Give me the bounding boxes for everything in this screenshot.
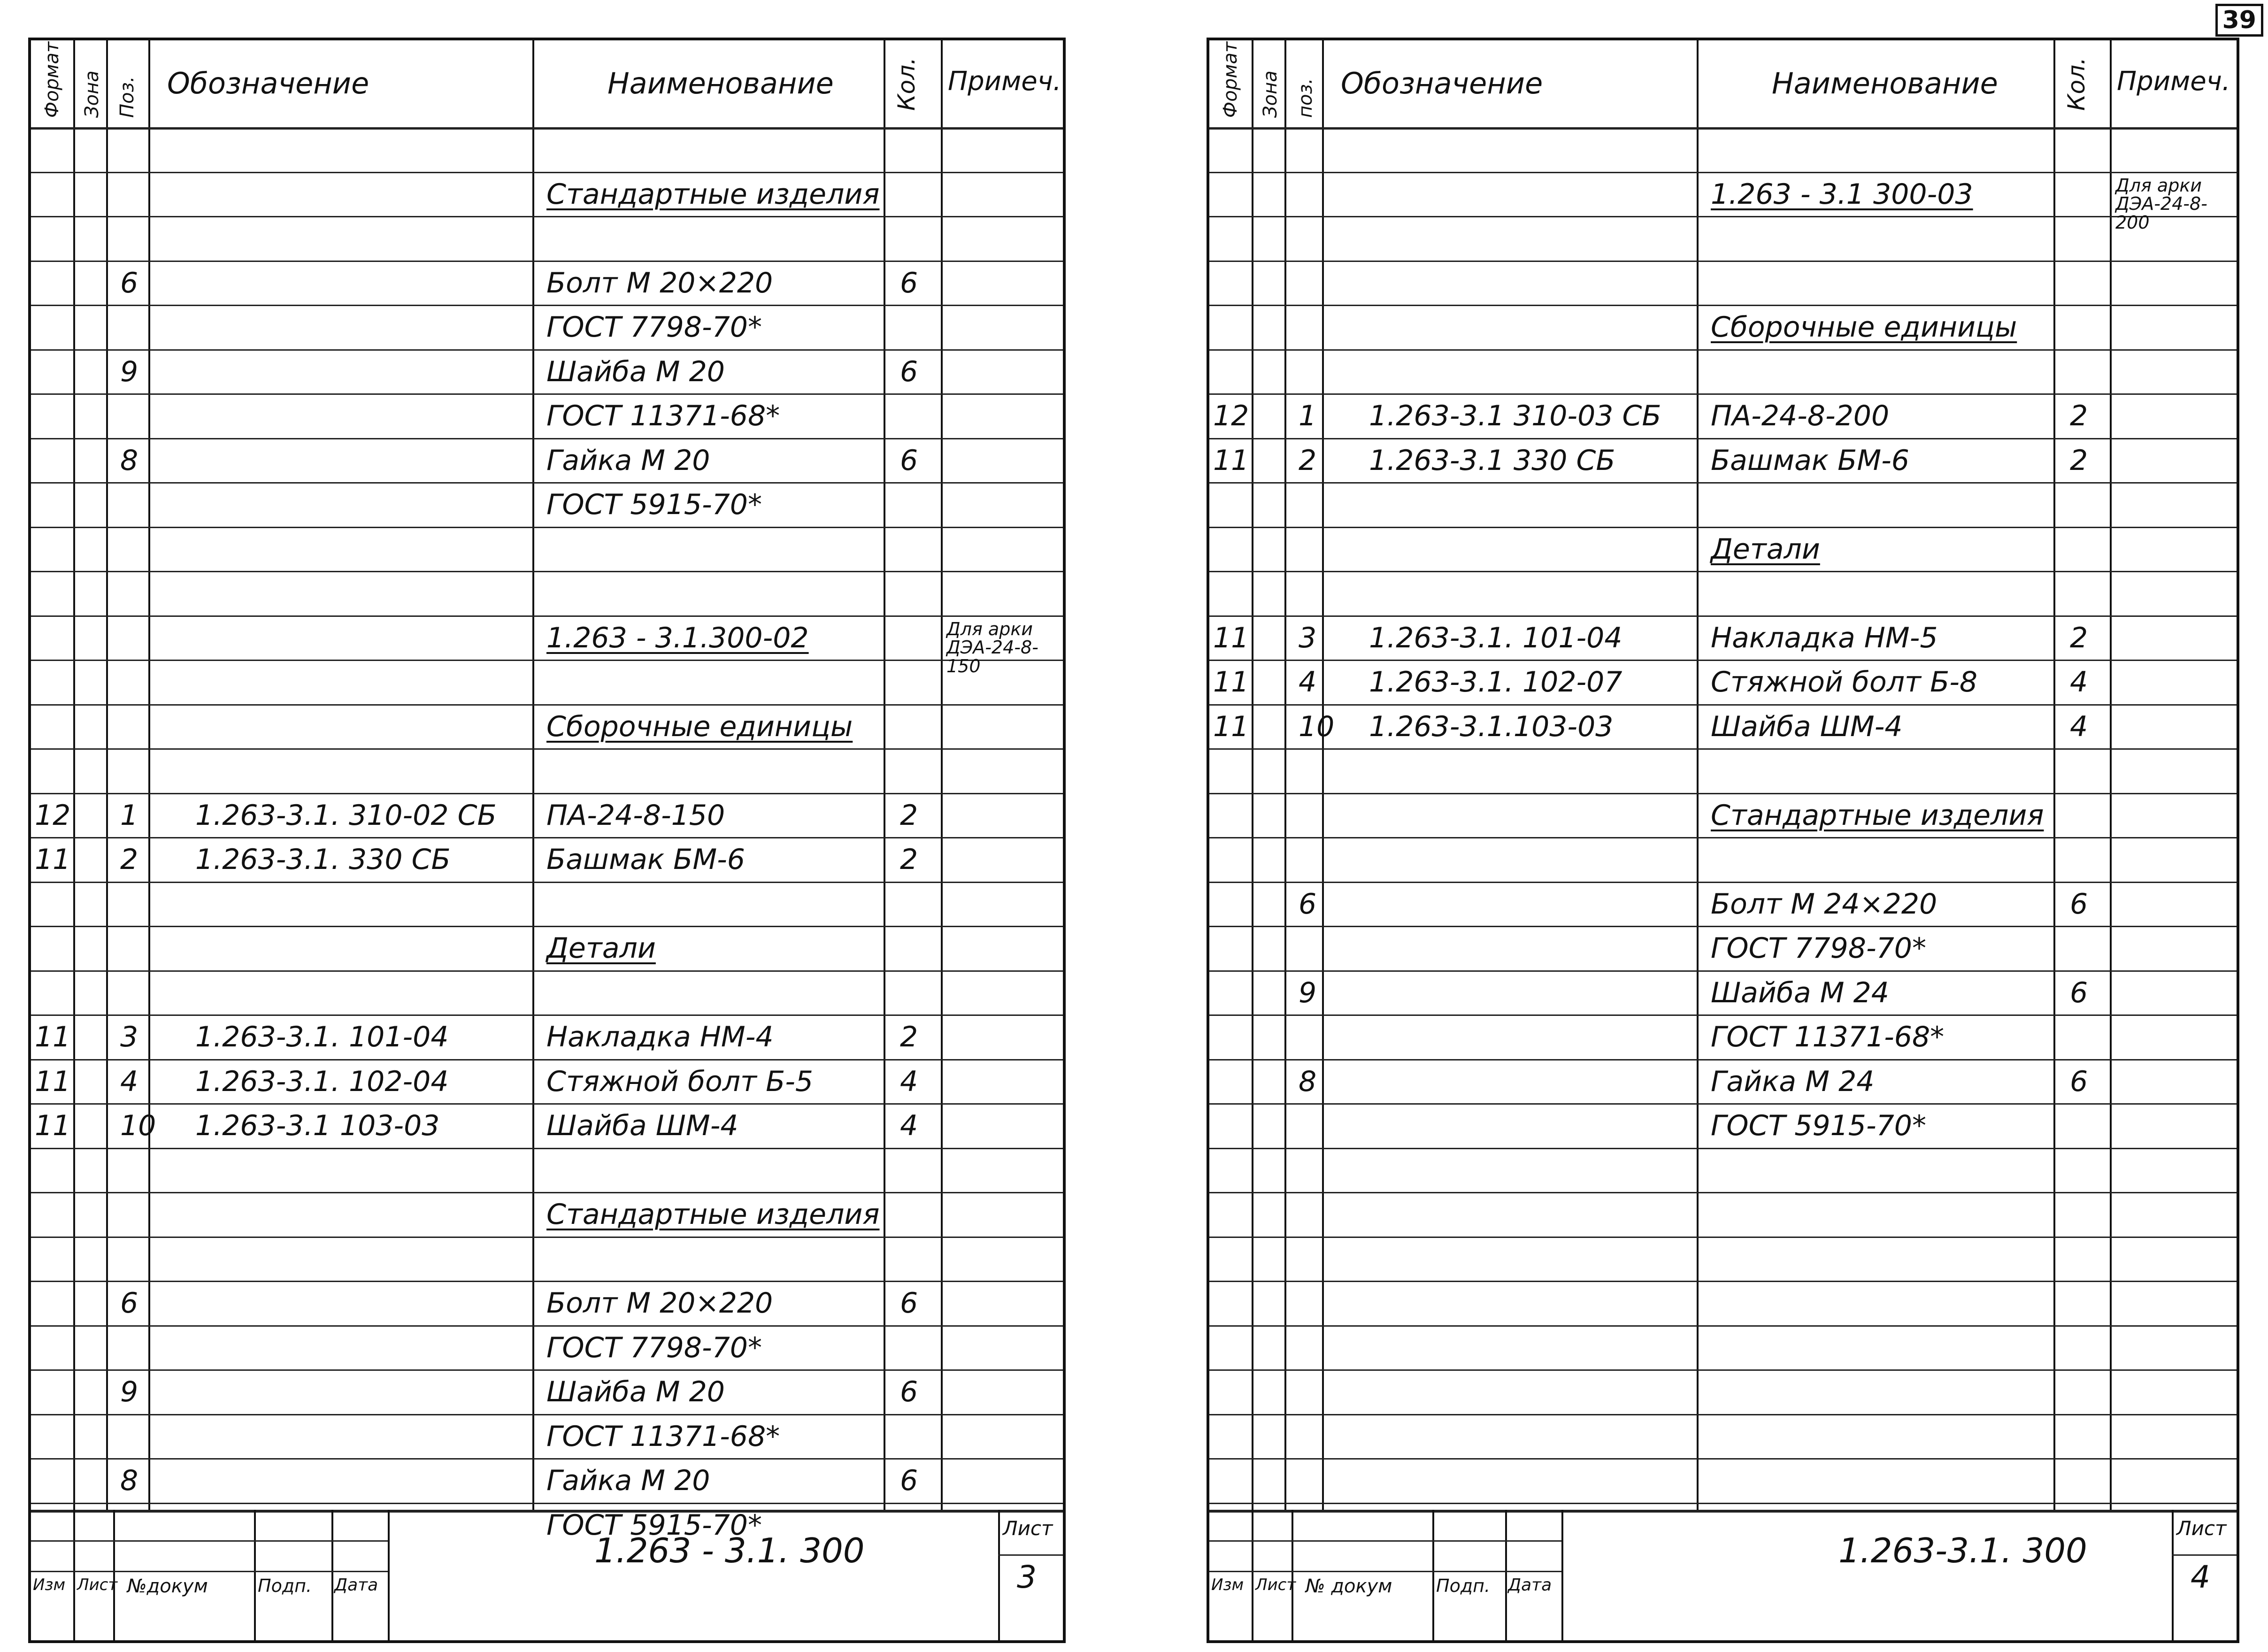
row-divider (31, 1014, 1063, 1016)
row-divider (1209, 1148, 2237, 1149)
row-designation: 1.263-3.1 330 СБ (1369, 444, 1615, 477)
row-quantity: 6 (900, 444, 918, 477)
row-name: Гайка М 20 (546, 1464, 710, 1497)
row-position: 6 (120, 1287, 138, 1320)
title-block-divider (2172, 1554, 2237, 1556)
sheet-label: Лист (1003, 1517, 1053, 1540)
row-divider (31, 393, 1063, 395)
row-divider (1209, 1192, 2237, 1193)
row-quantity: 6 (900, 1375, 918, 1408)
row-position: 9 (1299, 976, 1317, 1009)
row-divider (31, 837, 1063, 838)
header-note: Примеч. (2117, 66, 2230, 97)
row-quantity: 2 (900, 799, 918, 832)
row-divider (1209, 1414, 2237, 1415)
title-label-sign: Подп. (258, 1575, 312, 1596)
row-divider (1209, 882, 2237, 883)
section-heading: 1.263 - 3.1.300-02 (546, 621, 809, 654)
title-label-list: Лист (1255, 1575, 1296, 1594)
row-divider (1209, 216, 2237, 217)
row-quantity: 4 (2070, 710, 2088, 743)
row-divider (31, 527, 1063, 528)
row-designation: 1.263-3.1. 102-07 (1369, 666, 1622, 699)
row-designation: 1.263-3.1. 101-04 (195, 1021, 449, 1053)
document-code: 1.263-3.1. 300 (1838, 1531, 2087, 1570)
row-divider (1209, 1503, 2237, 1504)
row-divider (1209, 793, 2237, 794)
row-divider (1209, 1014, 2237, 1016)
row-position: 4 (120, 1065, 138, 1098)
row-name: ГОСТ 5915-70* (546, 488, 762, 521)
header-position: Поз. (116, 76, 138, 118)
row-quantity: 2 (2070, 444, 2088, 477)
row-designation: 1.263-3.1. 310-02 СБ (195, 799, 497, 832)
row-divider (1209, 305, 2237, 306)
title-block-divider (388, 1510, 390, 1640)
header-quantity: Кол. (893, 57, 920, 111)
title-block-divider (998, 1510, 1000, 1640)
row-divider (31, 748, 1063, 750)
title-block-divider (2172, 1510, 2174, 1640)
header-name: Наименование (607, 66, 834, 100)
row-position: 1 (1299, 400, 1317, 432)
row-position: 9 (120, 1375, 138, 1408)
row-quantity: 6 (2070, 1065, 2088, 1098)
row-name: ГОСТ 11371-68* (546, 400, 780, 432)
section-heading: Сборочные единицы (546, 710, 853, 743)
row-name: Башмак БМ-6 (546, 843, 745, 876)
header-note: Примеч. (948, 66, 1061, 97)
row-divider (1209, 837, 2237, 838)
row-format: 11 (35, 1065, 71, 1098)
row-divider (1209, 660, 2237, 661)
title-block-divider (1561, 1510, 1563, 1640)
row-divider (31, 970, 1063, 972)
row-divider (1209, 1059, 2237, 1060)
row-divider (1209, 349, 2237, 351)
row-name: Болт М 20×220 (546, 266, 773, 300)
row-divider (31, 1369, 1063, 1371)
title-block-divider (331, 1510, 333, 1640)
row-position: 8 (120, 1464, 138, 1497)
row-divider (31, 571, 1063, 572)
row-divider (31, 1059, 1063, 1060)
row-name: Накладка НМ-5 (1711, 621, 1938, 654)
row-divider (1209, 1458, 2237, 1460)
row-divider (31, 1414, 1063, 1415)
row-quantity: 6 (900, 355, 918, 388)
row-divider (1209, 261, 2237, 262)
row-divider (31, 1458, 1063, 1460)
row-name: ГОСТ 7798-70* (1711, 932, 1926, 965)
row-divider (31, 1325, 1063, 1327)
row-name: ГОСТ 7798-70* (546, 1331, 762, 1364)
row-divider (1209, 1237, 2237, 1238)
row-divider (1209, 615, 2237, 617)
section-heading: Детали (546, 932, 656, 965)
row-divider (31, 1148, 1063, 1149)
title-block-divider (998, 1554, 1063, 1556)
row-format: 11 (35, 843, 71, 876)
row-format: 11 (1213, 710, 1249, 743)
title-block-divider (254, 1510, 256, 1640)
row-format: 11 (35, 1109, 71, 1142)
row-divider (31, 1237, 1063, 1238)
row-divider (31, 926, 1063, 927)
row-divider (31, 216, 1063, 217)
title-block-divider (1252, 1510, 1253, 1640)
row-format: 11 (1213, 444, 1249, 477)
title-block-divider (31, 1540, 388, 1542)
row-quantity: 4 (900, 1065, 918, 1098)
header-format: Формат (1220, 41, 1241, 118)
row-designation: 1.263-3.1.103-03 (1369, 710, 1614, 743)
row-name: Шайба М 24 (1711, 976, 1889, 1009)
title-block-divider (1209, 1540, 1561, 1542)
row-position: 3 (120, 1021, 138, 1053)
row-divider (31, 172, 1063, 173)
row-name: Шайба М 20 (546, 355, 725, 388)
row-name: ГОСТ 11371-68* (1711, 1021, 1945, 1053)
row-divider (1209, 1325, 2237, 1327)
row-quantity: 4 (900, 1109, 918, 1142)
row-divider (1209, 438, 2237, 439)
header-format: Формат (41, 41, 63, 118)
row-designation: 1.263-3.1. 102-04 (195, 1065, 449, 1098)
title-label-date: Дата (334, 1575, 378, 1595)
row-divider (1209, 748, 2237, 750)
sheet-number: 3 (1017, 1559, 1037, 1595)
row-quantity: 2 (2070, 621, 2088, 654)
row-position: 2 (120, 843, 138, 876)
sheet-number: 4 (2191, 1559, 2210, 1595)
header-position: поз. (1295, 78, 1316, 118)
row-divider (1209, 482, 2237, 484)
document-code: 1.263 - 3.1. 300 (594, 1531, 865, 1570)
row-quantity: 4 (2070, 666, 2088, 699)
row-divider (31, 660, 1063, 661)
row-name: Шайба ШМ-4 (1711, 710, 1903, 743)
row-quantity: 6 (900, 1464, 918, 1497)
right-specification-sheet (1207, 38, 2239, 1643)
row-quantity: 6 (2070, 887, 2088, 921)
row-format: 11 (1213, 666, 1249, 699)
row-name: ПА-24-8-150 (546, 799, 725, 832)
row-divider (1209, 1103, 2237, 1105)
row-designation: 1.263-3.1. 101-04 (1369, 621, 1622, 654)
row-note: Для арки ДЭА-24-8-200 (2115, 175, 2207, 233)
row-position: 4 (1299, 666, 1317, 699)
row-divider (1209, 1369, 2237, 1371)
header-zone: Зона (1260, 70, 1281, 118)
row-quantity: 2 (2070, 400, 2088, 432)
row-note: Для арки ДЭА-24-8-150 (946, 618, 1038, 677)
row-position: 10 (1299, 710, 1335, 743)
row-position: 2 (1299, 444, 1317, 477)
title-label-izm: Изм (33, 1575, 66, 1594)
row-name: Гайка М 24 (1711, 1065, 1875, 1098)
row-position: 8 (1299, 1065, 1317, 1098)
row-name: ГОСТ 11371-68* (546, 1420, 780, 1453)
title-block-divider (113, 1510, 115, 1640)
row-format: 11 (1213, 621, 1249, 654)
row-name: Стяжной болт Б-5 (546, 1065, 814, 1098)
row-position: 3 (1299, 621, 1317, 654)
title-block-divider (31, 1571, 388, 1572)
header-quantity: Кол. (2063, 57, 2090, 111)
row-format: 12 (35, 799, 71, 832)
row-quantity: 6 (900, 266, 918, 300)
row-name: ПА-24-8-200 (1711, 400, 1890, 432)
title-block-divider (1505, 1510, 1507, 1640)
section-heading: Стандартные изделия (546, 1198, 880, 1231)
row-name: Шайба М 20 (546, 1375, 725, 1408)
row-divider (31, 482, 1063, 484)
row-designation: 1.263-3.1. 330 СБ (195, 843, 451, 876)
title-block-divider (1209, 1571, 1561, 1572)
row-divider (31, 1103, 1063, 1105)
row-position: 1 (120, 799, 138, 832)
row-position: 9 (120, 355, 138, 388)
title-label-list: Лист (77, 1575, 118, 1594)
header-name: Наименование (1772, 66, 1998, 100)
row-designation: 1.263-3.1 310-03 СБ (1369, 400, 1661, 432)
row-divider (1209, 704, 2237, 706)
row-position: 8 (120, 444, 138, 477)
row-divider (31, 704, 1063, 706)
row-divider (1209, 393, 2237, 395)
title-block-divider (1432, 1510, 1434, 1640)
row-format: 11 (35, 1021, 71, 1053)
row-name: ГОСТ 5915-70* (1711, 1109, 1926, 1142)
row-divider (1209, 970, 2237, 972)
row-quantity: 2 (900, 1021, 918, 1053)
title-label-izm: Изм (1211, 1575, 1244, 1594)
row-divider (31, 1503, 1063, 1504)
row-quantity: 6 (2070, 976, 2088, 1009)
row-name: ГОСТ 7798-70* (546, 311, 762, 344)
header-designation: Обозначение (1341, 66, 1543, 100)
row-name: Гайка М 20 (546, 444, 710, 477)
row-divider (31, 261, 1063, 262)
row-divider (31, 1281, 1063, 1282)
row-divider (31, 615, 1063, 617)
row-divider (31, 793, 1063, 794)
page-number: 39 (2215, 4, 2263, 37)
row-name: Стяжной болт Б-8 (1711, 666, 1978, 699)
header-divider (1209, 127, 2237, 130)
row-divider (31, 1192, 1063, 1193)
header-divider (31, 127, 1063, 130)
row-quantity: 2 (900, 843, 918, 876)
section-heading: Детали (1711, 532, 1820, 566)
title-block-divider (1292, 1510, 1293, 1640)
section-heading: Сборочные единицы (1711, 311, 2017, 344)
row-divider (1209, 527, 2237, 528)
row-name: Болт М 24×220 (1711, 887, 1937, 921)
row-divider (1209, 1281, 2237, 1282)
row-name: ГОСТ 5915-70* (546, 1508, 762, 1542)
row-format: 12 (1213, 400, 1249, 432)
row-divider (31, 882, 1063, 883)
left-specification-sheet (28, 38, 1066, 1643)
row-name: Накладка НМ-4 (546, 1021, 774, 1053)
row-name: Болт М 20×220 (546, 1287, 773, 1320)
row-position: 6 (1299, 887, 1317, 921)
row-divider (31, 305, 1063, 306)
header-designation: Обозначение (167, 66, 369, 100)
row-divider (1209, 571, 2237, 572)
row-position: 6 (120, 266, 138, 300)
row-name: Шайба ШМ-4 (546, 1109, 738, 1142)
row-divider (1209, 926, 2237, 927)
row-divider (1209, 172, 2237, 173)
row-quantity: 6 (900, 1287, 918, 1320)
sheet-label: Лист (2176, 1517, 2227, 1540)
row-position: 10 (120, 1109, 156, 1142)
section-heading: Стандартные изделия (546, 177, 880, 211)
title-block-divider (1209, 1510, 2237, 1513)
title-label-doc-no: №докум (127, 1575, 208, 1597)
title-label-date: Дата (1508, 1575, 1552, 1595)
title-block-divider (73, 1510, 75, 1640)
header-zone: Зона (81, 70, 103, 118)
section-heading: 1.263 - 3.1 300-03 (1711, 177, 1973, 211)
title-label-sign: Подп. (1436, 1575, 1491, 1596)
row-name: Башмак БМ-6 (1711, 444, 1909, 477)
section-heading: Стандартные изделия (1711, 799, 2044, 832)
row-designation: 1.263-3.1 103-03 (195, 1109, 440, 1142)
row-divider (31, 349, 1063, 351)
title-label-doc-no: № докум (1306, 1575, 1392, 1597)
row-divider (31, 438, 1063, 439)
